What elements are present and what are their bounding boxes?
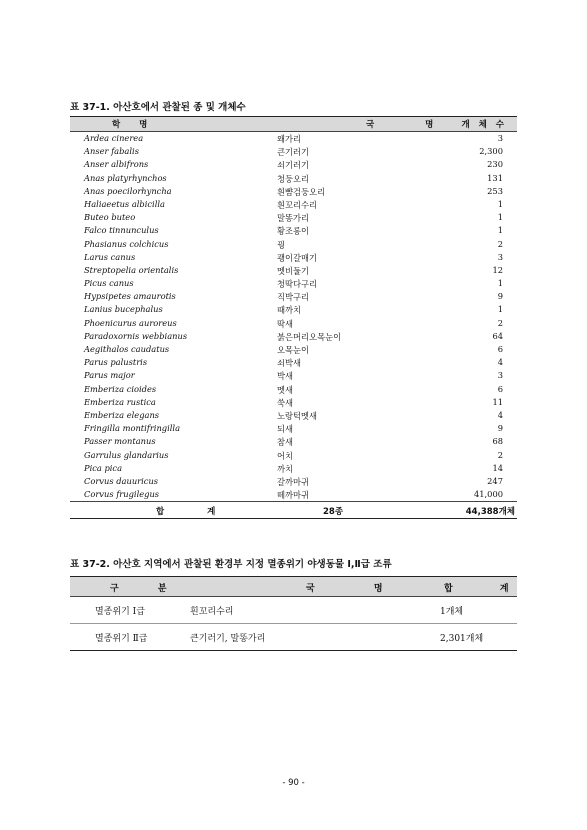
total-species: 28종 <box>323 507 344 518</box>
species-count-table <box>70 116 517 519</box>
count-cell: 68 <box>492 436 503 447</box>
count-cell: 9 <box>497 291 503 302</box>
korean-name-cell: 갈까마귀 <box>277 476 310 487</box>
korean-name-cell: 꿩 <box>277 239 286 250</box>
count-cell: 41,000 <box>473 489 503 500</box>
scientific-name-cell: Fringilla montifringilla <box>84 423 181 434</box>
scientific-name-cell: Emberiza cioides <box>84 383 157 394</box>
header-korean-name: 국 명 <box>366 120 458 130</box>
header-korean-name: 국 명 <box>306 584 411 594</box>
scientific-name-cell: Ardea cinerea <box>84 133 144 143</box>
table-row <box>70 224 517 237</box>
table-row <box>70 462 517 475</box>
korean-name-cell: 괭이갈매기 <box>277 252 318 263</box>
table-row <box>70 409 517 422</box>
scientific-name-cell: Buteo buteo <box>84 212 136 223</box>
count-cell: 1 <box>497 225 503 236</box>
page-number: - 90 - <box>282 778 305 788</box>
count-cell: 1 <box>497 198 503 209</box>
count-cell: 1 <box>497 212 503 223</box>
korean-name-cell: 왜가리 <box>277 134 302 144</box>
table-row <box>70 172 517 185</box>
korean-name-cell: 참새 <box>277 437 294 448</box>
header-scientific-name: 학 명 <box>112 120 156 130</box>
korean-name-cell: 청딱다구리 <box>277 279 318 290</box>
table-row <box>70 290 517 303</box>
count-cell: 6 <box>497 383 503 394</box>
table-row <box>70 383 517 396</box>
korean-name-cell: 딱새 <box>277 318 294 329</box>
korean-name-cell: 흰꼬리수리 <box>277 199 318 210</box>
table-row <box>70 435 517 448</box>
scientific-name-cell: Lanius bucephalus <box>84 304 163 315</box>
table-row <box>70 488 517 501</box>
total-row <box>70 501 517 519</box>
korean-name-cell: 멧비둘기 <box>277 265 310 276</box>
count-cell: 247 <box>487 475 503 486</box>
korean-name-cell: 말똥가리 <box>277 213 310 224</box>
table-row <box>70 277 517 290</box>
scientific-name-cell: Hypsipetes amaurotis <box>84 291 176 302</box>
table-row <box>70 303 517 316</box>
total-cell: 2,301개체 <box>440 634 484 644</box>
scientific-name-cell: Anser albifrons <box>84 159 149 170</box>
scientific-name-cell: Streptopelia orientalis <box>84 264 179 275</box>
table-row <box>70 396 517 409</box>
category-cell: 멸종위기 Ⅱ급 <box>95 634 148 644</box>
table-row <box>70 211 517 224</box>
korean-name-cell: 박새 <box>277 371 294 382</box>
korean-name-cell: 큰기러기 <box>277 147 310 158</box>
scientific-name-cell: Parus palustris <box>84 357 148 368</box>
korean-name-cell: 때까치 <box>277 305 302 316</box>
korean-name-cell: 어치 <box>277 450 294 461</box>
scientific-name-cell: Pica pica <box>84 462 123 473</box>
table-row <box>70 369 517 382</box>
korean-name-cell: 청둥오리 <box>277 173 310 184</box>
korean-name-cell: 노랑턱멧새 <box>277 410 318 421</box>
table-body <box>70 597 517 651</box>
count-cell: 2 <box>497 317 503 328</box>
scientific-name-cell: Anas platyrhynchos <box>84 172 167 183</box>
table-row <box>70 356 517 369</box>
korean-name-cell: 까치 <box>277 463 294 474</box>
count-cell: 14 <box>492 462 503 473</box>
table-row <box>70 343 517 356</box>
table-row <box>70 623 517 651</box>
scientific-name-cell: Corvus frugilegus <box>84 489 160 500</box>
korean-name-cell: 쇠박새 <box>277 358 302 369</box>
total-cell: 1개체 <box>440 607 464 617</box>
table-row <box>70 422 517 435</box>
count-cell: 1 <box>497 304 503 315</box>
table-row <box>70 185 517 198</box>
korean-name-cell: 쇠기러기 <box>277 160 310 171</box>
korean-name-cell: 큰기러기, 말똥가리 <box>190 634 266 644</box>
header-count: 개 체 수 <box>461 120 507 130</box>
count-cell: 64 <box>492 330 503 341</box>
scientific-name-cell: Haliaeetus albicilla <box>84 198 165 209</box>
scientific-name-cell: Picus canus <box>84 278 134 289</box>
korean-name-cell: 황조롱이 <box>277 226 310 237</box>
table-header <box>70 116 517 132</box>
count-cell: 253 <box>487 185 503 196</box>
count-cell: 11 <box>492 396 503 407</box>
header-total: 합 계 <box>444 584 531 594</box>
table-row <box>70 449 517 462</box>
count-cell: 4 <box>497 357 503 368</box>
table-row <box>70 264 517 277</box>
count-cell: 2,300 <box>479 146 503 157</box>
count-cell: 4 <box>497 409 503 420</box>
table-header <box>70 576 531 597</box>
scientific-name-cell: Aegithalos caudatus <box>84 344 170 354</box>
korean-name-cell: 흰꼬리수리 <box>190 607 234 617</box>
scientific-name-cell: Parus major <box>84 370 135 381</box>
korean-name-cell: 멧새 <box>277 384 294 395</box>
count-cell: 3 <box>497 251 503 262</box>
table-row <box>70 238 517 251</box>
korean-name-cell: 흰뺨검둥오리 <box>277 186 326 197</box>
table-row <box>70 330 517 343</box>
table-caption: 표 37-1. 아산호에서 관찰된 종 및 개체수 <box>70 102 246 113</box>
table-row <box>70 198 517 211</box>
count-cell: 131 <box>487 172 503 183</box>
scientific-name-cell: Paradoxornis webbianus <box>84 330 188 341</box>
count-cell: 2 <box>497 449 503 460</box>
korean-name-cell: 쑥새 <box>277 397 294 408</box>
count-cell: 2 <box>497 238 503 249</box>
table-row <box>70 158 517 171</box>
table-row <box>70 132 517 145</box>
scientific-name-cell: Anas poecilorhyncha <box>84 185 172 196</box>
count-cell: 12 <box>492 264 503 275</box>
scientific-name-cell: Emberiza rustica <box>84 396 156 407</box>
endangered-species-table <box>70 576 531 651</box>
korean-name-cell: 오목눈이 <box>277 345 310 355</box>
category-cell: 멸종위기 Ⅰ급 <box>95 607 145 617</box>
korean-name-cell: 붉은머리오목눈이 <box>277 331 342 342</box>
korean-name-cell: 직박구리 <box>277 292 310 303</box>
scientific-name-cell: Garrulus glandarius <box>84 449 169 460</box>
total-count: 44,388개체 <box>465 507 515 518</box>
count-cell: 1 <box>497 278 503 289</box>
header-category: 구 분 <box>110 584 185 594</box>
table-row <box>70 597 517 623</box>
table-caption: 표 37-2. 아산호 지역에서 관찰된 환경부 지정 멸종위기 야생동물 Ⅰ,Ⅱ급 조류 <box>70 559 392 570</box>
scientific-name-cell: Passer montanus <box>84 436 156 447</box>
scientific-name-cell: Larus canus <box>84 251 136 262</box>
scientific-name-cell: Emberiza elegans <box>84 409 160 420</box>
korean-name-cell: 되새 <box>277 424 294 435</box>
scientific-name-cell: Phoenicurus auroreus <box>84 317 177 328</box>
total-label: 합 계 <box>156 507 236 518</box>
table-row <box>70 475 517 488</box>
scientific-name-cell: Phasianus colchicus <box>84 238 169 249</box>
scientific-name-cell: Falco tinnunculus <box>84 225 159 236</box>
table-row <box>70 317 517 330</box>
scientific-name-cell: Corvus dauuricus <box>84 475 159 486</box>
table-body <box>70 132 517 501</box>
table-row <box>70 251 517 264</box>
count-cell: 6 <box>497 344 503 354</box>
count-cell: 230 <box>487 159 503 170</box>
scientific-name-cell: Anser fabalis <box>84 146 139 157</box>
count-cell: 3 <box>497 133 503 143</box>
table-row <box>70 145 517 158</box>
count-cell: 9 <box>497 423 503 434</box>
korean-name-cell: 떼까마귀 <box>277 490 310 501</box>
count-cell: 3 <box>497 370 503 381</box>
